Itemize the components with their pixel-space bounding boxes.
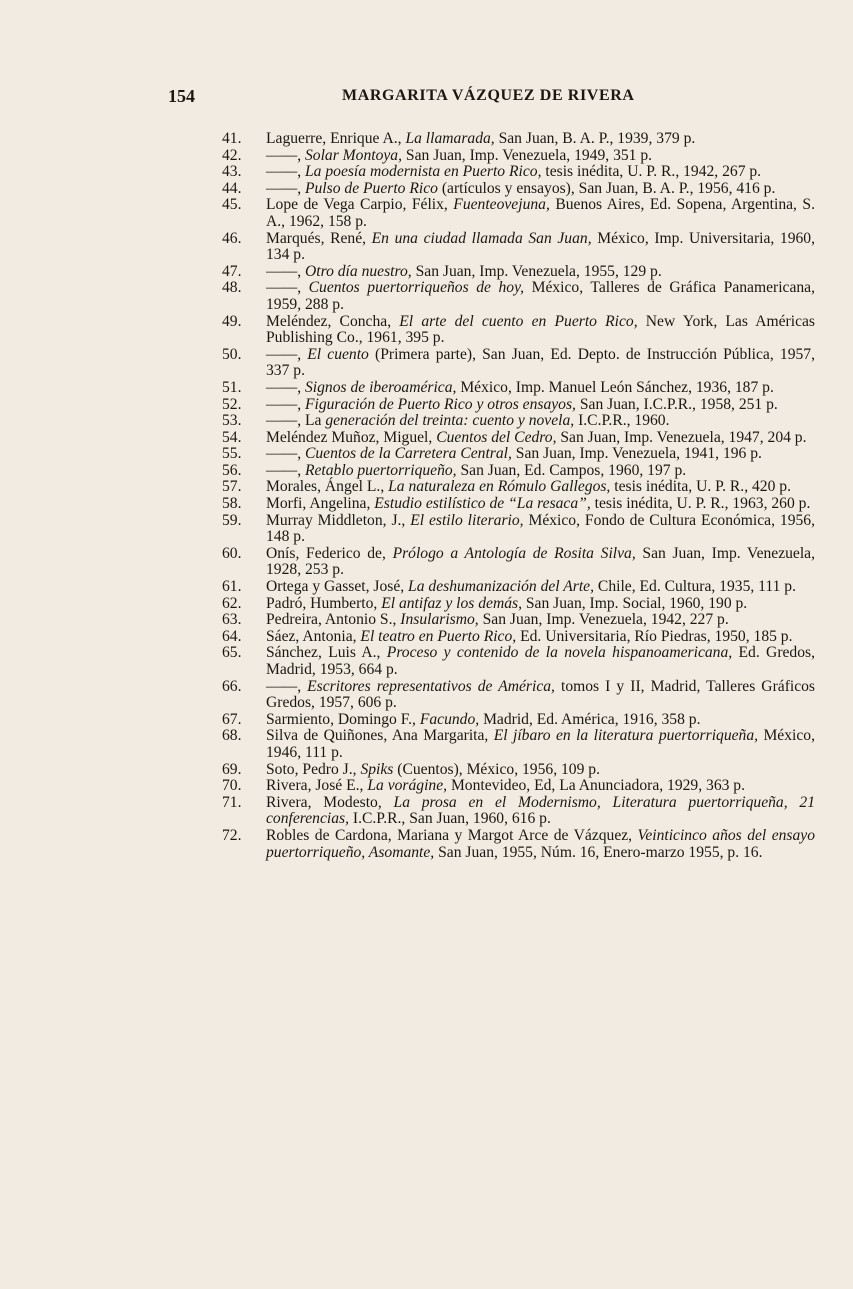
entry-title: La poesía modernista en Puerto Rico, bbox=[304, 163, 542, 181]
bibliography-entry bbox=[222, 197, 815, 230]
bibliography-entry bbox=[222, 496, 815, 513]
entry-segment: San Juan, Imp. Venezuela, 1928, 253 p. bbox=[266, 544, 816, 579]
entry-title: Cuentos de la Carretera Central, bbox=[304, 445, 512, 463]
entry-number: 52. bbox=[222, 395, 242, 413]
entry-title: El teatro en Puerto Rico, bbox=[360, 627, 517, 645]
entry-number: 59. bbox=[222, 511, 242, 529]
entry-segment: (Cuentos), México, 1956, 109 p. bbox=[393, 760, 600, 778]
entry-segment: Laguerre, Enrique A., bbox=[266, 130, 406, 147]
entry-segment: Sarmiento, Domingo F., bbox=[266, 710, 420, 728]
bibliography-entry bbox=[222, 181, 815, 198]
bibliography-entry bbox=[222, 795, 815, 828]
entry-segment: San Juan, Imp. Social, 1960, 190 p. bbox=[521, 594, 748, 612]
bibliography-entry bbox=[222, 712, 815, 729]
entry-segment: San Juan, Imp. Venezuela, 1949, 351 p. bbox=[402, 146, 653, 164]
entry-text bbox=[266, 413, 815, 430]
bibliography-entry bbox=[222, 413, 815, 430]
entry-text bbox=[266, 164, 815, 181]
entry-segment: Pedreira, Antonio S., bbox=[266, 611, 401, 629]
entry-segment: Montevideo, Ed, La Anunciadora, 1929, 363 p. bbox=[447, 777, 746, 795]
entry-segment: Ed. Universitaria, Río Piedras, 1950, 185 p. bbox=[516, 627, 793, 645]
entry-title: Insularismo, bbox=[400, 611, 479, 629]
entry-text bbox=[266, 479, 815, 496]
entry-text bbox=[266, 380, 815, 397]
entry-segment: ——, bbox=[266, 279, 309, 297]
entry-segment: (artículos y ensayos), San Juan, B. A. P., 1956, 416 p. bbox=[437, 179, 776, 197]
entry-segment: San Juan, Imp. Venezuela, 1942, 227 p. bbox=[478, 611, 729, 629]
entry-number: 45. bbox=[222, 196, 242, 214]
bibliography-entry bbox=[222, 828, 815, 861]
entry-number: 44. bbox=[222, 179, 242, 197]
entry-number: 50. bbox=[222, 345, 242, 363]
entry-title: Signos de iberoamérica, bbox=[304, 378, 457, 396]
bibliography-entry bbox=[222, 231, 815, 264]
entry-segment: Silva de Quiñones, Ana Margarita, bbox=[266, 727, 494, 745]
bibliography-list bbox=[222, 131, 815, 861]
entry-title: Prólogo a Antología de Rosita Silva, bbox=[392, 544, 636, 562]
entry-text bbox=[266, 778, 815, 795]
entry-segment: San Juan, 1955, Núm. 16, Enero-marzo 1955, p. 16. bbox=[434, 843, 763, 861]
entry-title: El estilo literario, bbox=[410, 511, 524, 529]
entry-text bbox=[266, 496, 815, 513]
entry-text bbox=[266, 645, 815, 678]
entry-segment: ——, bbox=[266, 146, 305, 164]
bibliography-entry bbox=[222, 463, 815, 480]
entry-segment: Chile, Ed. Cultura, 1935, 111 p. bbox=[594, 578, 796, 596]
entry-title: La naturaleza en Rómulo Gallegos, bbox=[388, 478, 611, 496]
entry-text bbox=[266, 314, 815, 347]
entry-segment: I.C.P.R., San Juan, 1960, 616 p. bbox=[349, 810, 551, 828]
entry-text bbox=[266, 596, 815, 613]
entry-text bbox=[266, 795, 815, 828]
entry-segment: Soto, Pedro J., bbox=[266, 760, 361, 778]
entry-number: 64. bbox=[222, 627, 242, 645]
bibliography-entry bbox=[222, 347, 815, 380]
entry-title: Fuenteovejuna, bbox=[453, 196, 550, 214]
bibliography-entry bbox=[222, 596, 815, 613]
entry-number: 56. bbox=[222, 461, 242, 479]
entry-title: Proceso y contenido de la novela hispanoamericana, bbox=[386, 644, 733, 662]
entry-title: Veinticinco años del ensayo puertorriqueño, Asomante, bbox=[266, 826, 816, 861]
entry-text bbox=[266, 347, 815, 380]
entry-title: El jíbaro en la literatura puertorriqueña, bbox=[493, 727, 759, 745]
entry-title: El arte del cuento en Puerto Rico, bbox=[399, 312, 638, 330]
bibliography-entry bbox=[222, 314, 815, 347]
entry-text bbox=[266, 181, 815, 198]
bibliography-entry bbox=[222, 430, 815, 447]
entry-segment: ——, bbox=[266, 445, 305, 463]
entry-number: 70. bbox=[222, 777, 242, 795]
entry-number: 46. bbox=[222, 229, 242, 247]
entry-number: 55. bbox=[222, 445, 242, 463]
entry-segment: I.C.P.R., 1960. bbox=[574, 412, 670, 430]
entry-title: Escritores representativos de América, bbox=[307, 677, 555, 695]
entry-text bbox=[266, 430, 815, 447]
entry-text bbox=[266, 264, 815, 281]
entry-number: 48. bbox=[222, 279, 242, 297]
entry-title: Figuración de Puerto Rico y otros ensayos, bbox=[304, 395, 576, 413]
entry-text bbox=[266, 513, 815, 546]
bibliography-entry bbox=[222, 446, 815, 463]
entry-segment: Buenos Aires, Ed. Sopena, Argentina, S. A., 1962, 158 p. bbox=[266, 196, 815, 230]
bibliography-entry bbox=[222, 513, 815, 546]
entry-segment: ——, bbox=[266, 395, 305, 413]
entry-number: 61. bbox=[222, 578, 242, 596]
entry-number: 66. bbox=[222, 677, 242, 695]
entry-title: generación del treinta: cuento y novela, bbox=[325, 412, 575, 430]
entry-title: En una ciudad llamada San Juan, bbox=[371, 229, 592, 247]
bibliography-entry bbox=[222, 546, 815, 579]
entry-number: 51. bbox=[222, 378, 242, 396]
entry-number: 72. bbox=[222, 826, 242, 844]
entry-segment: tesis inédita, U. P. R., 1942, 267 p. bbox=[541, 163, 762, 181]
entry-text bbox=[266, 446, 815, 463]
entry-text bbox=[266, 546, 815, 579]
entry-title: Solar Montoya, bbox=[304, 146, 403, 164]
entry-segment: México, 1946, 111 p. bbox=[266, 727, 815, 761]
bibliography-entry bbox=[222, 645, 815, 678]
entry-segment: ——, La bbox=[266, 412, 326, 430]
entry-number: 42. bbox=[222, 146, 242, 164]
entry-title: Pulso de Puerto Rico bbox=[304, 179, 438, 197]
entry-segment: tesis inédita, U. P. R., 1963, 260 p. bbox=[590, 495, 811, 513]
bibliography-entry bbox=[222, 280, 815, 313]
entry-segment: San Juan, B. A. P., 1939, 379 p. bbox=[494, 130, 696, 147]
entry-segment: Madrid, Ed. América, 1916, 358 p. bbox=[479, 710, 701, 728]
entry-number: 65. bbox=[222, 644, 242, 662]
entry-number: 58. bbox=[222, 495, 242, 513]
entry-text bbox=[266, 231, 815, 264]
entry-number: 68. bbox=[222, 727, 242, 745]
entry-text bbox=[266, 612, 815, 629]
entry-segment: México, Talleres de Gráfica Panamericana, 1959, 288 p. bbox=[266, 279, 815, 313]
entry-title: Cuentos puertorriqueños de hoy, bbox=[308, 279, 525, 297]
entry-segment: Meléndez, Concha, bbox=[266, 312, 400, 330]
entry-segment: ——, bbox=[266, 677, 308, 695]
bibliography-entry bbox=[222, 479, 815, 496]
entry-segment: México, Imp. Manuel León Sánchez, 1936, 187 p. bbox=[456, 378, 774, 396]
bibliography-entry bbox=[222, 612, 815, 629]
entry-segment: Padró, Humberto, bbox=[266, 594, 382, 612]
entry-number: 60. bbox=[222, 544, 242, 562]
entry-title: La prosa en el Modernismo, Literatura puertorriqueña, 21 conferencias, bbox=[266, 793, 815, 828]
entry-number: 63. bbox=[222, 611, 242, 629]
entry-text bbox=[266, 131, 815, 148]
bibliography-entry bbox=[222, 728, 815, 761]
entry-title: Otro día nuestro, bbox=[304, 262, 412, 280]
entry-segment: Rivera, Modesto, bbox=[266, 793, 394, 811]
running-title: MARGARITA VÁZQUEZ DE RIVERA bbox=[342, 87, 635, 104]
entry-segment: New York, Las Américas Publishing Co., 1961, 395 p. bbox=[266, 312, 815, 347]
entry-title: El antifaz y los demás, bbox=[381, 594, 522, 612]
entry-text bbox=[266, 712, 815, 729]
bibliography-entry bbox=[222, 397, 815, 414]
entry-segment: Ortega y Gasset, José, bbox=[266, 578, 409, 596]
entry-text bbox=[266, 579, 815, 596]
entry-number: 69. bbox=[222, 760, 242, 778]
page-number: 154 bbox=[168, 86, 195, 106]
bibliography-entry bbox=[222, 629, 815, 646]
entry-segment: Meléndez Muñoz, Miguel, bbox=[266, 428, 437, 446]
entry-text bbox=[266, 463, 815, 480]
bibliography-entry bbox=[222, 762, 815, 779]
entry-segment: Morales, Ángel L., bbox=[266, 478, 389, 496]
entry-segment: Rivera, José E., bbox=[266, 777, 368, 795]
entry-number: 47. bbox=[222, 262, 242, 280]
entry-segment: Lope de Vega Carpio, Félix, bbox=[266, 196, 454, 214]
bibliography-entry bbox=[222, 679, 815, 712]
entry-title: Retablo puertorriqueño, bbox=[304, 461, 457, 479]
entry-title: Spiks bbox=[360, 760, 394, 778]
entry-text bbox=[266, 828, 815, 861]
entry-number: 41. bbox=[222, 130, 242, 147]
entry-segment: ——, bbox=[266, 179, 305, 197]
entry-segment: Onís, Federico de, bbox=[266, 544, 393, 562]
entry-number: 43. bbox=[222, 163, 242, 181]
entry-text bbox=[266, 280, 815, 313]
bibliography-entry bbox=[222, 148, 815, 165]
entry-title: La llamarada, bbox=[405, 130, 495, 147]
entry-segment: ——, bbox=[266, 163, 305, 181]
entry-segment: tesis inédita, U. P. R., 420 p. bbox=[610, 478, 791, 496]
page-header bbox=[168, 86, 813, 112]
entry-text bbox=[266, 397, 815, 414]
bibliography-entry bbox=[222, 380, 815, 397]
entry-segment: San Juan, Imp. Venezuela, 1955, 129 p. bbox=[411, 262, 662, 280]
entry-title: Cuentos del Cedro, bbox=[436, 428, 557, 446]
entry-segment: Morfi, Angelina, bbox=[266, 495, 375, 513]
bibliography-entry bbox=[222, 264, 815, 281]
entry-segment: ——, bbox=[266, 461, 305, 479]
entry-segment: (Primera parte), San Juan, Ed. Depto. de Instrucción Pública, 1957, 337 p. bbox=[266, 345, 815, 380]
entry-number: 62. bbox=[222, 594, 242, 612]
entry-title: El cuento bbox=[307, 345, 369, 363]
entry-segment: ——, bbox=[266, 345, 308, 363]
entry-title: Estudio estilístico de “La resaca”, bbox=[374, 495, 591, 513]
entry-segment: San Juan, Imp. Venezuela, 1947, 204 p. bbox=[556, 428, 807, 446]
entry-segment: Marqués, René, bbox=[266, 229, 372, 247]
entry-segment: ——, bbox=[266, 378, 305, 396]
entry-number: 71. bbox=[222, 793, 242, 811]
bibliography-entry bbox=[222, 164, 815, 181]
entry-segment: Sáez, Antonia, bbox=[266, 627, 361, 645]
entry-title: Facundo, bbox=[419, 710, 480, 728]
entry-text bbox=[266, 762, 815, 779]
bibliography-entry bbox=[222, 579, 815, 596]
entry-segment: San Juan, I.C.P.R., 1958, 251 p. bbox=[575, 395, 778, 413]
entry-segment: San Juan, Ed. Campos, 1960, 197 p. bbox=[456, 461, 687, 479]
entry-segment: Robles de Cardona, Mariana y Margot Arce de Vázquez, bbox=[266, 826, 638, 844]
entry-text bbox=[266, 197, 815, 230]
entry-text bbox=[266, 148, 815, 165]
entry-number: 54. bbox=[222, 428, 242, 446]
entry-number: 53. bbox=[222, 412, 242, 430]
entry-segment: San Juan, Imp. Venezuela, 1941, 196 p. bbox=[511, 445, 762, 463]
entry-text bbox=[266, 679, 815, 712]
bibliography-entry bbox=[222, 778, 815, 795]
bibliography-entry bbox=[222, 131, 815, 148]
entry-segment: tomos I y II, Madrid, Talleres Gráficos Gredos, 1957, 606 p. bbox=[266, 677, 815, 712]
entry-segment: Ed. Gredos, Madrid, 1953, 664 p. bbox=[266, 644, 815, 678]
entry-text bbox=[266, 629, 815, 646]
entry-title: La vorágine, bbox=[367, 777, 448, 795]
entry-segment: ——, bbox=[266, 262, 305, 280]
entry-number: 67. bbox=[222, 710, 242, 728]
entry-title: La deshumanización del Arte, bbox=[408, 578, 595, 596]
entry-text bbox=[266, 728, 815, 761]
entry-number: 57. bbox=[222, 478, 242, 496]
entry-number: 49. bbox=[222, 312, 242, 330]
entry-segment: Murray Middleton, J., bbox=[266, 511, 411, 529]
entry-segment: México, Fondo de Cultura Económica, 1956, 148 p. bbox=[266, 511, 815, 546]
entry-segment: Sánchez, Luis A., bbox=[266, 644, 387, 662]
entry-segment: México, Imp. Universitaria, 1960, 134 p. bbox=[266, 229, 815, 264]
